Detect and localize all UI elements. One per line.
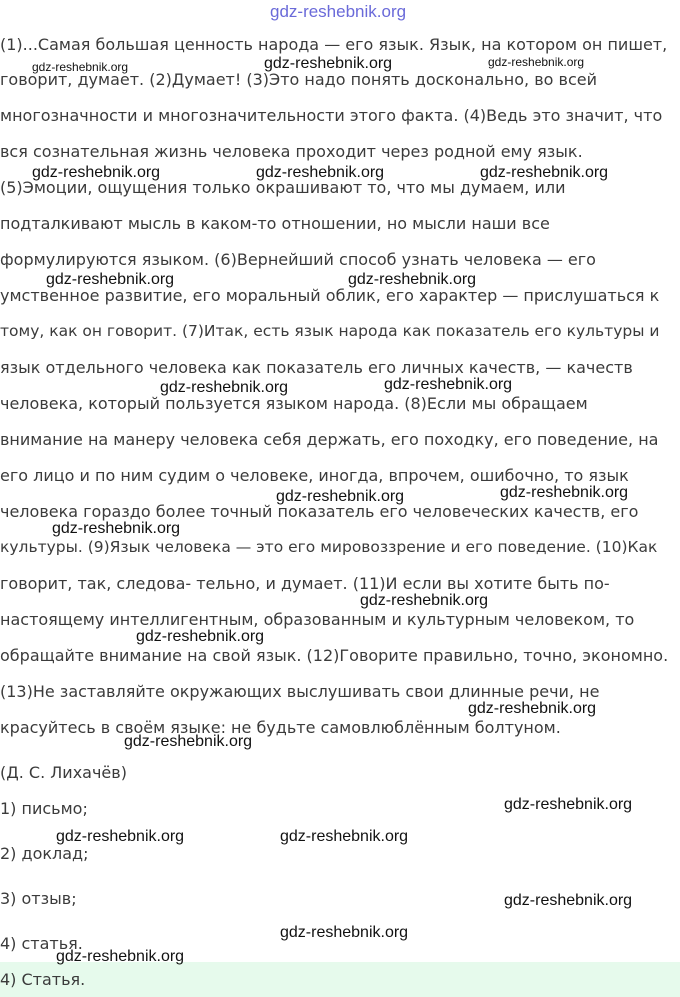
- text-line: (13)Не заставляйте окружающих выслушивать свои длинные речи, не: [0, 682, 600, 701]
- text-line: человека гораздо более точный показатель его человеческих качеств, его: [0, 502, 639, 521]
- watermark: gdz-reshebnik.org: [32, 164, 161, 181]
- text-line: культуры. (9)Язык человека — это его мировоззрение и его поведение. (10)Как: [0, 538, 658, 556]
- text-line: красуйтесь в своём языке: не будьте самовлюблённым болтуном.: [0, 718, 561, 737]
- watermark: gdz-reshebnik.org: [280, 828, 409, 845]
- watermark: gdz-reshebnik.org: [504, 892, 633, 909]
- watermark: gdz-reshebnik.org: [280, 924, 409, 941]
- text-line: подталкивают мысль в каком-то отношении, но мысли наши все: [0, 214, 550, 233]
- option-item: 2) доклад;: [0, 844, 89, 863]
- watermark: gdz-reshebnik.org: [500, 484, 629, 501]
- watermark: gdz-reshebnik.org: [56, 948, 185, 965]
- watermark: gdz-reshebnik.org: [160, 379, 289, 396]
- watermark: gdz-reshebnik.org: [480, 164, 609, 181]
- text-line: говорит, думает. (2)Думает! (3)Это надо понять досконально, во всей: [0, 70, 597, 89]
- text-line: внимание на манеру человека себя держать, его походку, его поведение, на: [0, 430, 659, 449]
- watermark: gdz-reshebnik.org: [360, 592, 489, 609]
- text-line: умственное развитие, его моральный облик, его характер — прислушаться к: [0, 286, 660, 305]
- text-line: говорит, так, следова- тельно, и думает. (11)И если вы хотите быть по-: [0, 574, 610, 593]
- text-line: его лицо и по ним судим о человеке, иногда, впрочем, ошибочно, то язык: [0, 466, 629, 485]
- site-header-watermark[interactable]: gdz-reshebnik.org: [270, 2, 407, 21]
- text-line: настоящему интеллигентным, образованным и культурным человеком, то: [0, 610, 635, 629]
- watermark: gdz-reshebnik.org: [488, 55, 585, 69]
- watermark: gdz-reshebnik.org: [384, 376, 513, 393]
- text-line: человека, который пользуется языком народа. (8)Если мы обращаем: [0, 394, 588, 413]
- watermark: gdz-reshebnik.org: [468, 700, 597, 717]
- text-line: формулируются языком. (6)Вернейший способ узнать человека — его: [0, 250, 596, 269]
- watermark: gdz-reshebnik.org: [124, 733, 253, 750]
- watermark: gdz-reshebnik.org: [276, 488, 405, 505]
- author-line: (Д. С. Лихачёв): [0, 763, 127, 782]
- text-line: (1)...Самая большая ценность народа — его язык. Язык, на котором он пишет,: [0, 35, 668, 54]
- text-line: многозначности и многозначительности этого факта. (4)Ведь это значит, что: [0, 106, 663, 125]
- option-item: 3) отзыв;: [0, 889, 77, 908]
- text-line: (5)Эмоции, ощущения только окрашивают то, что мы думаем, или: [0, 178, 566, 197]
- watermark: gdz-reshebnik.org: [32, 60, 129, 74]
- watermark: gdz-reshebnik.org: [264, 55, 393, 72]
- answer-highlight: [0, 962, 680, 997]
- watermark: gdz-reshebnik.org: [504, 796, 633, 813]
- watermark: gdz-reshebnik.org: [136, 628, 265, 645]
- text-line: язык отдельного человека как показатель его личных качеств, — качеств: [0, 358, 633, 377]
- option-item: 4) статья.: [0, 934, 83, 953]
- text-line: вся сознательная жизнь человека проходит через родной ему язык.: [0, 142, 583, 161]
- option-item: 1) письмо;: [0, 799, 88, 818]
- watermark: gdz-reshebnik.org: [46, 271, 175, 288]
- watermark: gdz-reshebnik.org: [256, 164, 385, 181]
- watermark: gdz-reshebnik.org: [56, 828, 185, 845]
- watermark: gdz-reshebnik.org: [348, 271, 477, 288]
- text-line: обращайте внимание на свой язык. (12)Говорите правильно, точно, экономно.: [0, 646, 669, 665]
- watermark: gdz-reshebnik.org: [52, 520, 181, 537]
- text-line: тому, как он говорит. (7)Итак, есть язык народа как показатель его культуры и: [0, 322, 660, 340]
- answer-text: 4) Статья.: [0, 970, 86, 989]
